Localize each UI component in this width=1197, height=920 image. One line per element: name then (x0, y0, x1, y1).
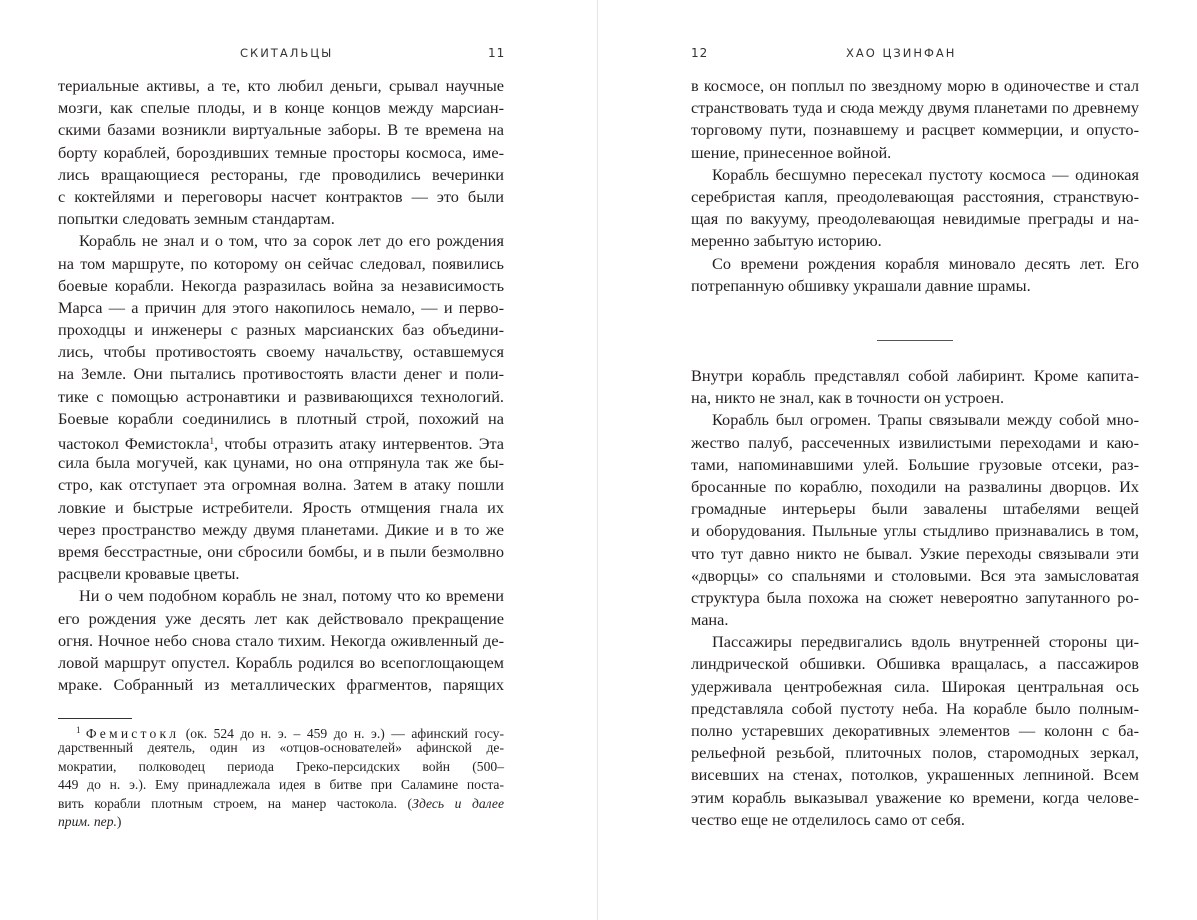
left-page (0, 0, 597, 920)
text-line: 449 до н. э.). Ему принадлежала идея в битве при Саламине поста- (58, 777, 504, 793)
text-line: удерживала центробежная сила. Широкая центральная ось (691, 676, 1139, 696)
text-line: Со времени рождения корабля миновало десять лет. Его (712, 253, 1139, 273)
text-line: попытки следовать земным стандартам. (58, 209, 335, 229)
text-line: териальные активы, а те, кто любил деньги, срывал научные (58, 76, 504, 95)
text-line: в космосе, он поплыл по звездному морю в одиночестве и стал (691, 76, 1139, 95)
text-span: вить корабли плотным строем, на манер частокола. ( (58, 795, 413, 811)
text-line: «дворцы» со спальнями и столовыми. Вся эта замысловатая (691, 565, 1139, 585)
footnote-marker: 1 (209, 436, 215, 446)
text-line: бросанные по кораблю, походили на развалины дворцов. Их (691, 476, 1139, 496)
text-line: мраке. Собранный из металлических фрагментов, парящих (58, 675, 504, 695)
text-line: рельефной резьбой, плиточных полов, старомодных зеркал, (691, 743, 1139, 763)
text-span: частокол Фемистокла (58, 434, 210, 453)
text-span: , чтобы отразить атаку интервентов. Эта (214, 434, 504, 453)
text-line: борту кораблей, бороздивших темные просторы космоса, име- (58, 142, 504, 162)
text-line: шение, принесенное войной. (691, 142, 892, 162)
text-line: Внутри корабль представлял собой лабиринт. Кроме капита- (691, 366, 1139, 385)
text-line: лись вращающиеся рестораны, где проводились вечеринки (58, 164, 504, 184)
text-line: боевые корабли. Некогда разразилась война за независимость (58, 275, 504, 295)
footnote (58, 721, 504, 831)
text-line: стро, как отступает эта огромная волна. Затем в атаку пошли (58, 475, 504, 495)
text-line: странствовать туда и сюда между двумя планетами по древнему (691, 98, 1139, 118)
text-line: время бесстрастные, они сбросили бомбы, и в пыли безмолвно (58, 541, 504, 561)
text-line: на Земле. Они пытались противостоять власти денег и поли- (58, 364, 504, 384)
running-head: ХАО ЦЗИНФАН (846, 46, 957, 60)
text-line: Боевые корабли соединились в плотный строй, похожий на (58, 408, 504, 428)
running-head: СКИТАЛЬЦЫ (240, 46, 334, 60)
text-line: меренно забытую историю. (691, 231, 882, 251)
text-line: полно устаревших декоративных элементов — колонн с ба- (691, 721, 1139, 740)
text-line: чество еще не отделилось само от себя. (691, 809, 965, 829)
text-line: сила была могучей, как цунами, но она отпрянула так же бы- (58, 453, 504, 473)
text-span: Фемистокл (85, 726, 180, 741)
text-line: ловой маршрут опустел. Корабль родился во всепоглощающем (58, 652, 504, 672)
text-line: торговому пути, познавшему и расцвет коммерции, и опусто- (691, 120, 1139, 140)
footnote-rule (58, 718, 132, 719)
text-line: что тут давно никто не бывал. Узкие переходы связывали эти (691, 543, 1139, 563)
text-line: ловкие и быстрые истребители. Ярость отмщения гнала их (58, 497, 504, 517)
text-line: представляла собой пустоту неба. На корабле было полным- (691, 698, 1139, 718)
text-line: потрепанную обшивку украшали давние шрамы. (691, 275, 1031, 295)
text-line: Марса — а причин для этого накопилось немало, — и перво- (58, 297, 504, 317)
text-line: щая по вакууму, преодолевающая невидимые преграды и на- (691, 209, 1139, 229)
text-line: серебристая капля, преодолевающая расстояния, странствую- (691, 186, 1139, 206)
footnote-marker: 1 (76, 725, 86, 735)
body-text (58, 75, 504, 696)
text-line: Корабль не знал и о том, что за сорок лет до его рождения (79, 231, 504, 251)
text-line: дарственный деятель, один из «отцов-основателей» афинской де- (58, 740, 504, 756)
text-line: лись, чтобы противостоять своему начальству, оставшемуся (58, 342, 504, 362)
text-line: с коктейлями и переговоры насчет контрактов — это были (58, 186, 504, 206)
text-line: мана. (691, 610, 729, 630)
body-text-after-break (691, 365, 1139, 831)
text-line: огня. Ночное небо снова стало тихим. Некогда оживленный де- (58, 630, 504, 650)
text-line: на, никто не знал, как в точности он устроен. (691, 388, 1005, 408)
text-line: Корабль бесшумно пересекал пустоту космоса — одинокая (712, 164, 1139, 184)
right-page (598, 0, 1197, 920)
text-line: мозги, как спелые плоды, и в конце концов между марсиан- (58, 98, 504, 118)
page-number: 11 (488, 46, 506, 60)
text-line: структура была похожа на сюжет невероятно запутанного ро- (691, 587, 1139, 607)
section-break (877, 340, 953, 341)
text-line: проходцы и инженеры с разных марсианских баз объедини- (58, 320, 504, 340)
text-span: ) (116, 813, 122, 829)
text-line: громадные интерьеры были завалены штабелями вещей (691, 499, 1139, 519)
text-line: на том маршруте, по которому он сейчас следовал, появились (58, 253, 504, 273)
text-line: висевших на стенах, потолков, украшенных лепниной. Всем (691, 765, 1139, 785)
page-number: 12 (691, 46, 709, 60)
text-line: и оборудования. Пыльные углы стыдливо признавались в том, (691, 521, 1139, 541)
text-line: тике с помощью астронавтики и развивающихся технологий. (58, 386, 504, 406)
text-line (58, 430, 504, 452)
text-line: Пассажиры передвигались вдоль внутренней стороны ци- (712, 632, 1139, 652)
text-span: прим. пер. (58, 813, 117, 829)
text-line: мократии, полководец периода Греко-персидских войн (500– (58, 758, 504, 774)
text-line: жество палуб, рассеченных извилистыми переходами и каю- (691, 432, 1139, 452)
body-text (691, 75, 1139, 297)
text-line: через пространство между двумя планетами. Дикие и в то же (58, 519, 504, 539)
text-line: тами, напоминавшими улей. Большие грузовые отсеки, раз- (691, 454, 1139, 474)
text-span: Здесь и далее (412, 795, 504, 811)
text-line: его рождения уже десять лет как действовало прекращение (58, 608, 504, 628)
text-line (58, 795, 504, 813)
text-span: (ок. 524 до н. э. – 459 до н. э.) — афинский госу- (179, 726, 505, 741)
text-line: этим корабль выказывал уважение ко времени, когда челове- (691, 787, 1139, 807)
text-line: Корабль был огромен. Трапы связывали между собой мно- (712, 410, 1139, 430)
text-line (58, 721, 504, 739)
text-line: расцвели кровавые цветы. (58, 564, 240, 584)
text-line (58, 813, 504, 831)
text-line: Ни о чем подобном корабль не знал, потому что ко времени (79, 586, 504, 606)
text-line: линдрической обшивки. Обшивка вращалась, а пассажиров (691, 654, 1139, 674)
text-line: скими базами возникли виртуальные заборы. В те времена на (58, 120, 504, 140)
